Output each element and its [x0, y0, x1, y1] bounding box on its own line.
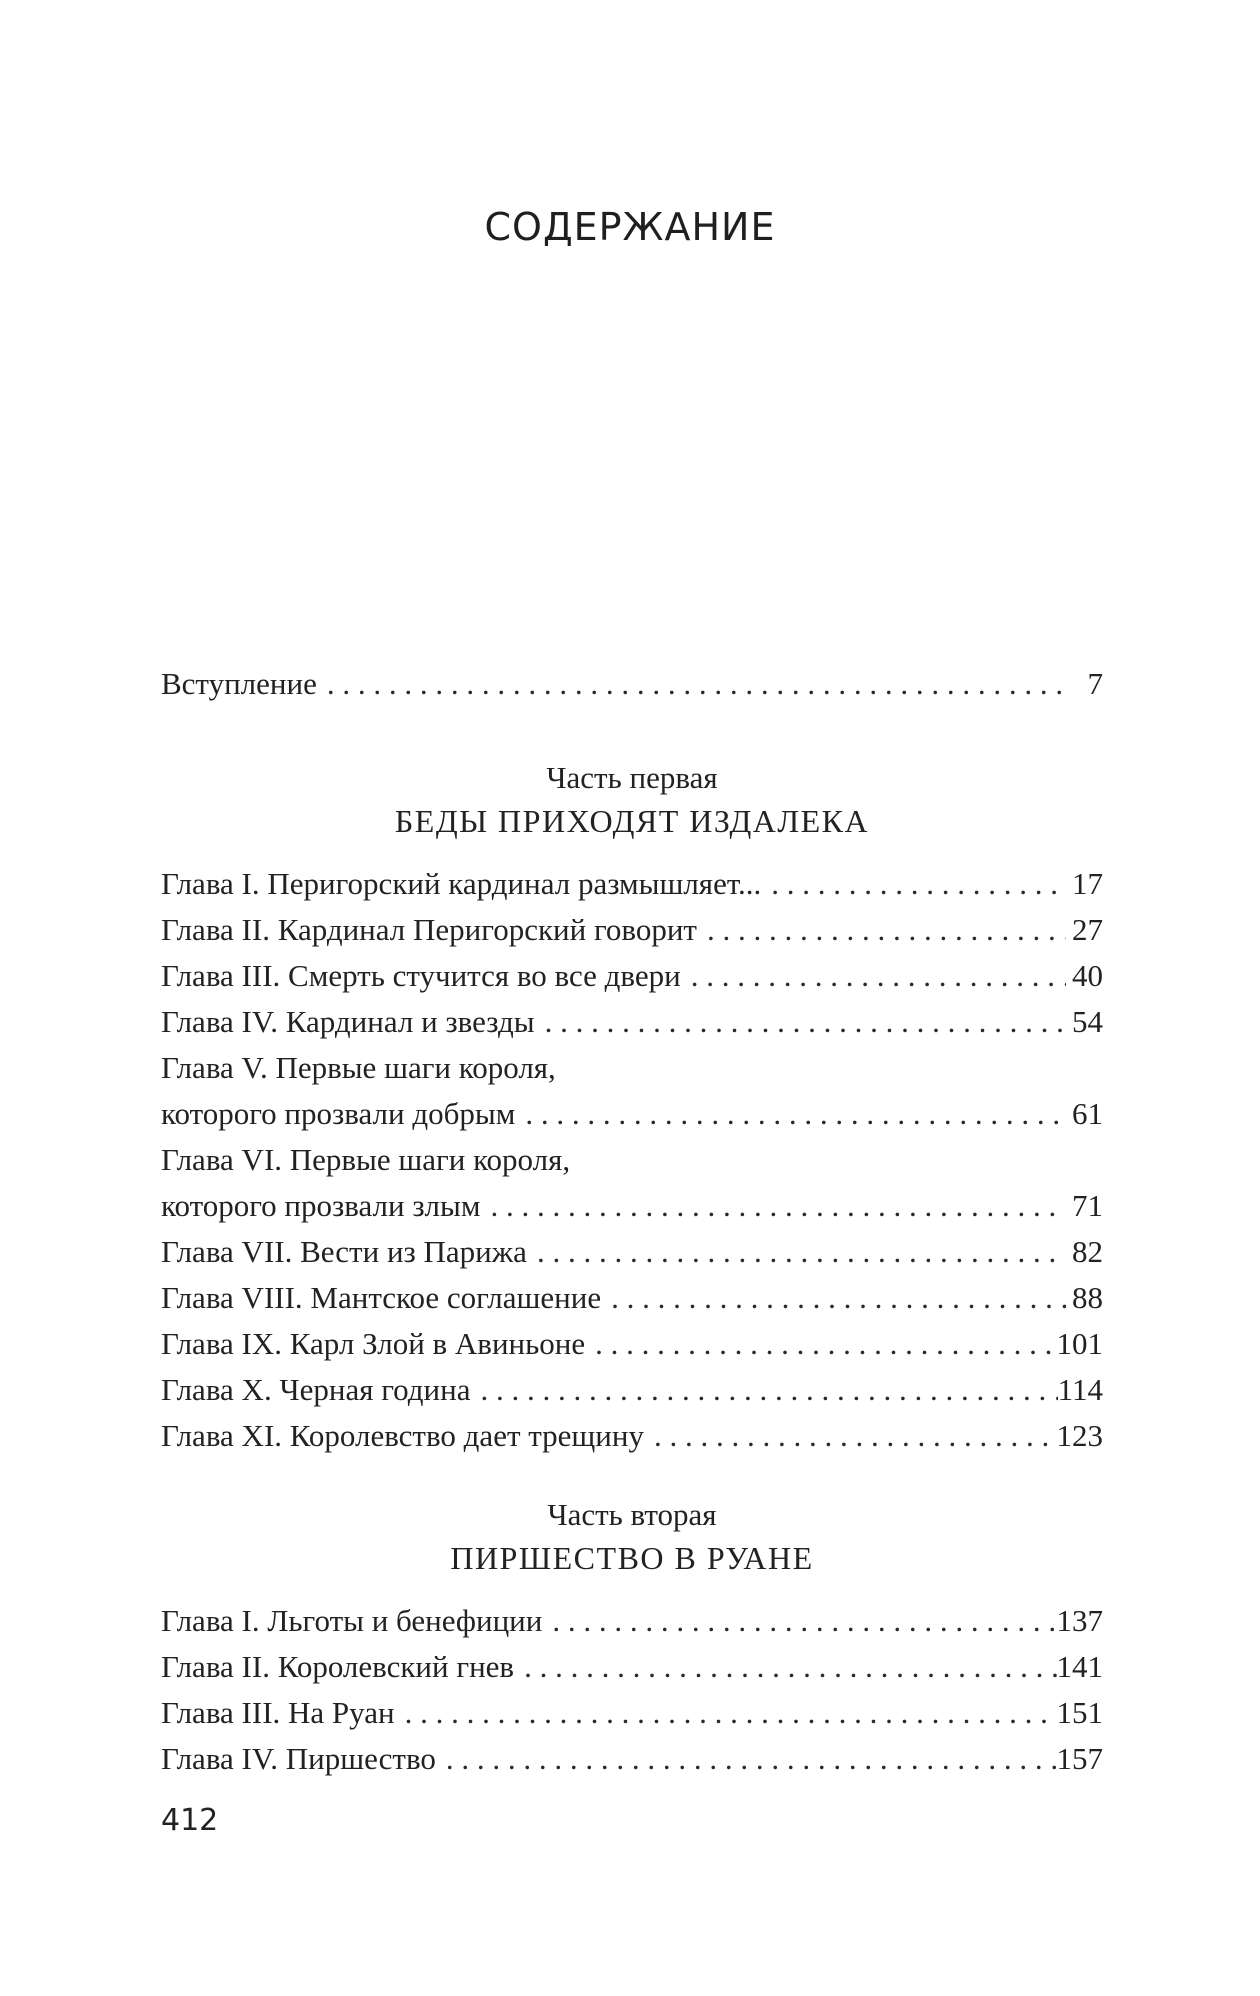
toc-entry-page: 137 [1056, 1603, 1103, 1638]
toc-entry-label: Глава VIII. Мантское соглашение [161, 1280, 602, 1315]
toc-entry-label: которого прозвали добрым [161, 1096, 516, 1131]
toc-entry-page: 61 [1072, 1096, 1103, 1131]
toc-entry-page: 27 [1072, 912, 1103, 947]
toc-entry [161, 1367, 1103, 1413]
toc-entry-first-line: Глава V. Первые шаги короля, [161, 1050, 556, 1085]
toc-entry-page: 17 [1072, 866, 1103, 901]
toc-part-one [161, 757, 1103, 1459]
leader-dots [405, 1690, 1057, 1736]
toc-entry [161, 953, 1103, 999]
toc-entry-page: 82 [1072, 1234, 1103, 1269]
leader-dots [595, 1321, 1056, 1367]
part-heading [161, 1494, 1103, 1580]
toc-entry-multiline [161, 1137, 1103, 1229]
leader-dots [707, 907, 1066, 953]
toc-entry-label: Глава II. Королевский гнев [161, 1649, 515, 1684]
toc-entry-page: 88 [1072, 1280, 1103, 1315]
toc-entry-multiline [161, 1045, 1103, 1137]
toc-entry-page: 40 [1072, 958, 1103, 993]
toc-entry-label: Глава II. Кардинал Перигорский говорит [161, 912, 697, 947]
leader-dots [654, 1413, 1057, 1459]
toc-entry-label: Глава I. Льготы и бенефиции [161, 1603, 543, 1638]
leader-dots [691, 953, 1066, 999]
toc-entry [161, 661, 1103, 707]
part-label: Часть первая [546, 760, 718, 795]
toc-entry [161, 1598, 1103, 1644]
toc-entry [161, 1229, 1103, 1275]
leader-dots [490, 1183, 1066, 1229]
part-title: БЕДЫ ПРИХОДЯТ ИЗДАЛЕКА [394, 803, 870, 839]
leader-dots [525, 1091, 1066, 1137]
toc-entry-label: Глава IV. Кардинал и звезды [161, 1004, 535, 1039]
toc-entry [161, 1413, 1103, 1459]
toc-entry [161, 1736, 1103, 1782]
toc-entry-label: Глава III. Смерть стучится во все двери [161, 958, 681, 993]
leader-dots [611, 1275, 1066, 1321]
leader-dots [545, 999, 1066, 1045]
leader-dots [327, 661, 1069, 707]
toc-entry-page: 151 [1056, 1695, 1103, 1730]
leader-dots [480, 1367, 1057, 1413]
part-label: Часть вторая [547, 1497, 717, 1532]
toc-entry-label: Глава XI. Королевство дает трещину [161, 1418, 644, 1453]
toc-entry-label: Глава I. Перигорский кардинал размышляет... [161, 866, 762, 901]
toc-entry [161, 1321, 1103, 1367]
toc-entry [161, 907, 1103, 953]
toc-entry [161, 1644, 1103, 1690]
toc-part-two [161, 1494, 1103, 1782]
toc-entry [161, 1690, 1103, 1736]
toc-entry [161, 1183, 1103, 1229]
toc-entry-label: Глава III. На Руан [161, 1695, 395, 1730]
toc-entry-page: 7 [1087, 666, 1103, 701]
leader-dots [537, 1229, 1066, 1275]
part-title: ПИРШЕСТВО В РУАНЕ [450, 1540, 814, 1576]
toc-entry-label: которого прозвали злым [161, 1188, 481, 1223]
part-heading [161, 757, 1103, 843]
toc-entry-label: Вступление [161, 666, 317, 701]
toc-entry-page: 157 [1056, 1741, 1103, 1776]
page-number: 412 [161, 1803, 219, 1838]
toc-entry [161, 999, 1103, 1045]
toc-entry-label: Глава X. Черная година [161, 1372, 471, 1407]
toc-entry [161, 1091, 1103, 1137]
leader-dots [552, 1598, 1056, 1644]
toc-entry [161, 861, 1103, 907]
toc-entry-page: 123 [1056, 1418, 1103, 1453]
toc-entry-page: 114 [1057, 1372, 1103, 1407]
toc-entry-first-line: Глава VI. Первые шаги короля, [161, 1142, 571, 1177]
toc-entry-label: Глава IV. Пиршество [161, 1741, 436, 1776]
leader-dots [446, 1736, 1057, 1782]
toc-entry-page: 141 [1056, 1649, 1103, 1684]
toc-entry-label: Глава VII. Вести из Парижа [161, 1234, 527, 1269]
toc-entry-page: 101 [1056, 1326, 1103, 1361]
leader-dots [771, 861, 1066, 907]
page-title: СОДЕРЖАНИЕ [484, 205, 776, 249]
toc-entry [161, 1275, 1103, 1321]
toc-intro [161, 661, 1103, 707]
toc-entry-page: 71 [1072, 1188, 1103, 1223]
leader-dots [524, 1644, 1056, 1690]
toc-entry-label: Глава IX. Карл Злой в Авиньоне [161, 1326, 586, 1361]
toc-entry-page: 54 [1072, 1004, 1103, 1039]
